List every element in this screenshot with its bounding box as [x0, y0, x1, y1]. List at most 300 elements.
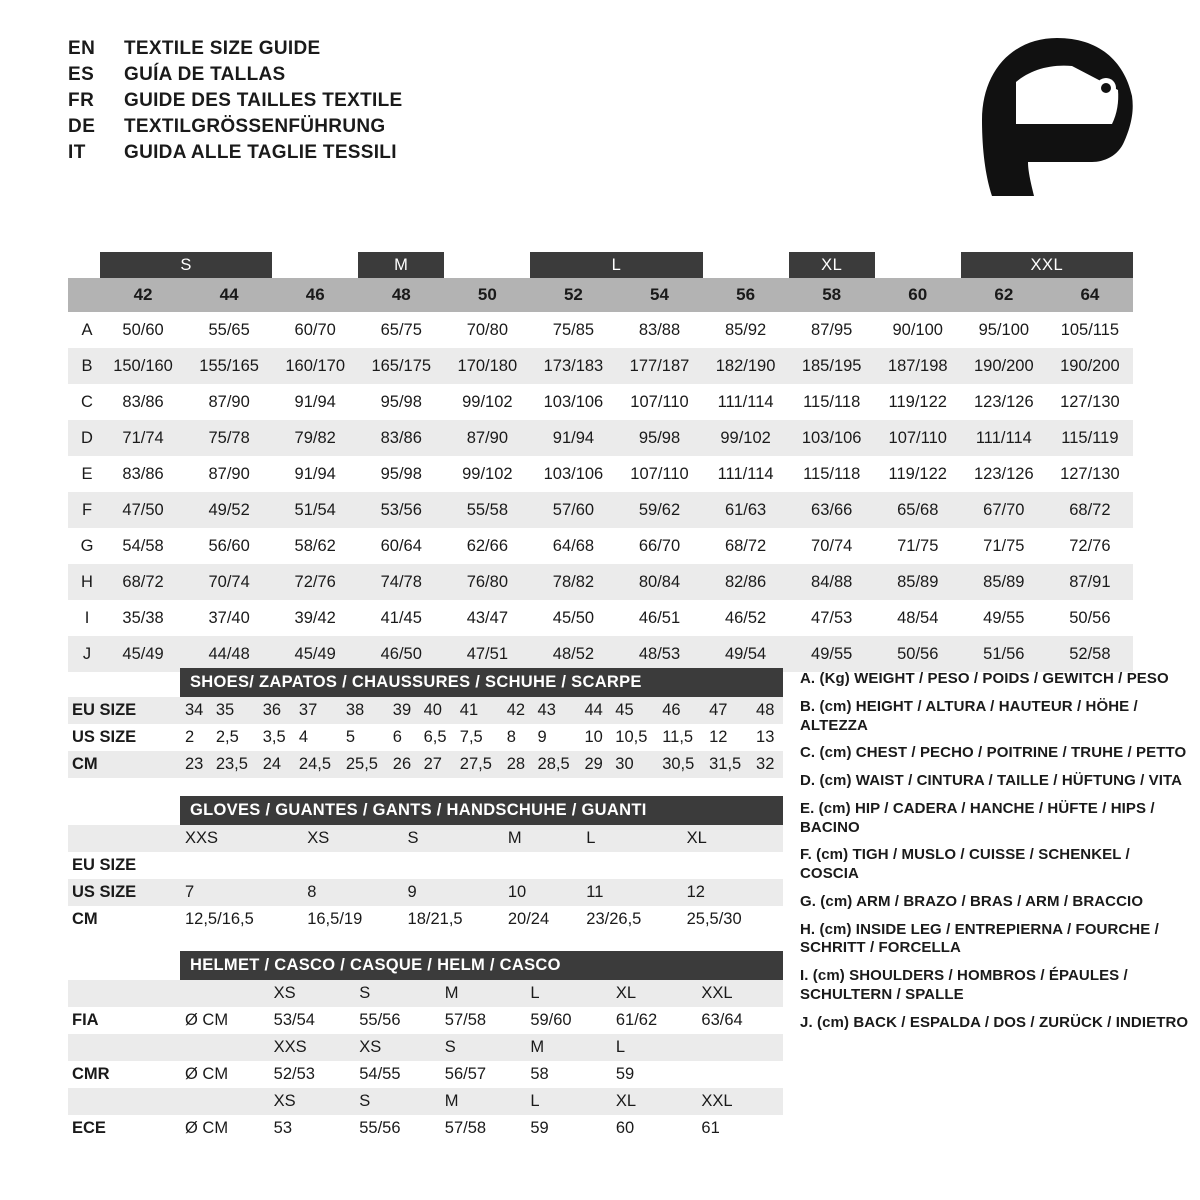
cell: 59/62 [616, 492, 702, 528]
shoes-eu-label: EU SIZE [72, 701, 137, 719]
cell: 87/91 [1047, 564, 1133, 600]
legend-item-a: A. (Kg) WEIGHT / PESO / POIDS / GEWITCH / PESO [800, 670, 1169, 687]
cell: 185/195 [789, 348, 875, 384]
size-44: 44 [186, 278, 272, 312]
size-62: 62 [961, 278, 1047, 312]
cell: 55/58 [444, 492, 530, 528]
cell: 127/130 [1047, 384, 1133, 420]
header-lang-es: ES [68, 64, 95, 85]
cell: 95/98 [358, 456, 444, 492]
row-label-h: H [68, 564, 100, 600]
cell: 70/80 [444, 312, 530, 348]
cell: 87/90 [186, 384, 272, 420]
cell: 10,5 [615, 728, 648, 746]
cell: 28,5 [537, 755, 570, 773]
cell: 56/60 [186, 528, 272, 564]
cell: 64/68 [530, 528, 616, 564]
cell: L [530, 1092, 540, 1110]
cell: XS [273, 1092, 296, 1110]
cell: 58/62 [272, 528, 358, 564]
legend-item-b: B. (cm) HEIGHT / ALTURA / HAUTEUR / HÖHE / ALTEZZA [800, 697, 1138, 734]
category-xl: XL [789, 252, 875, 278]
cell: 85/89 [875, 564, 961, 600]
table-row [68, 528, 1133, 564]
row-label-f: F [68, 492, 100, 528]
cell: 7,5 [459, 728, 483, 746]
header-line [68, 38, 402, 60]
cell: 160/170 [272, 348, 358, 384]
cell: 56/57 [444, 1065, 487, 1083]
table-row [68, 564, 1133, 600]
cell: 6 [392, 728, 402, 746]
cell: 10 [584, 728, 603, 746]
size-46: 46 [272, 278, 358, 312]
category-row [68, 252, 1133, 278]
cell: 54/58 [100, 528, 186, 564]
cell: 55/56 [359, 1119, 401, 1137]
cell: 119/122 [875, 384, 961, 420]
cell: 53/56 [358, 492, 444, 528]
cell: 75/85 [530, 312, 616, 348]
table-row [68, 384, 1133, 420]
cell: 71/74 [100, 420, 186, 456]
cell: 71/75 [875, 528, 961, 564]
helmet-title: HELMET / CASCO / CASQUE / HELM / CASCO [180, 951, 783, 980]
cell: M [507, 829, 522, 847]
helmet-fia-size-label [68, 980, 181, 1007]
cell: 85/92 [703, 312, 789, 348]
row-label-b: B [68, 348, 100, 384]
main-size-table [68, 252, 1133, 672]
cell: Ø CM [185, 1065, 229, 1083]
cell: 57/58 [444, 1011, 487, 1029]
cell [303, 852, 403, 879]
table-row [68, 1088, 783, 1115]
cell: 40 [423, 701, 442, 719]
cell: L [530, 984, 540, 1002]
size-52: 52 [530, 278, 616, 312]
cell: 47/50 [100, 492, 186, 528]
cell: 23,5 [215, 755, 248, 773]
cell: 115/118 [789, 456, 875, 492]
cell: 47/53 [789, 600, 875, 636]
cell: 46/52 [703, 600, 789, 636]
gloves-title: GLOVES / GUANTES / GANTS / HANDSCHUHE / GUANTI [180, 796, 783, 825]
cell: XL [615, 984, 637, 1002]
table-row [68, 852, 783, 879]
legend-item-j: J. (cm) BACK / ESPALDA / DOS / ZURÜCK / INDIETRO [800, 1013, 1189, 1031]
cell: 87/95 [789, 312, 875, 348]
legend-item-h: H. (cm) INSIDE LEG / ENTREPIERNA / FOURCHE / SCHRITT / FORCELLA [800, 920, 1159, 957]
cell: 91/94 [272, 456, 358, 492]
cell: 45 [615, 701, 634, 719]
cell: 8 [506, 728, 516, 746]
cell: 38 [345, 701, 365, 719]
cell: 13 [756, 728, 775, 746]
cell [504, 852, 582, 879]
cell [683, 852, 783, 879]
cell: 51/56 [961, 636, 1047, 672]
cell: 71/75 [961, 528, 1047, 564]
legend-item-g: G. (cm) ARM / BRAZO / BRAS / ARM / BRACCIO [800, 892, 1144, 910]
cell: 84/88 [789, 564, 875, 600]
legend-item-e: E. (cm) HIP / CADERA / HANCHE / HÜFTE / HIPS / BACINO [800, 799, 1155, 836]
table-row [68, 980, 783, 1007]
cell: 91/94 [272, 384, 358, 420]
cell: 10 [507, 883, 527, 901]
cell: 12 [686, 883, 705, 901]
table-row [68, 697, 783, 724]
row-label-j: J [68, 636, 100, 672]
cell: 49/55 [961, 600, 1047, 636]
cell: 68/72 [1047, 492, 1133, 528]
cell: 20/24 [507, 910, 550, 928]
cell: 99/102 [703, 420, 789, 456]
category-blank [68, 252, 100, 278]
cell: L [586, 829, 596, 847]
size-60: 60 [875, 278, 961, 312]
cell: 87/90 [186, 456, 272, 492]
cell: 45/49 [272, 636, 358, 672]
size-50: 50 [444, 278, 530, 312]
header-line [68, 142, 402, 164]
cell: 173/183 [530, 348, 616, 384]
cell: 65/75 [358, 312, 444, 348]
cell: 4 [298, 728, 309, 746]
table-row [68, 906, 783, 933]
cell: 49/52 [186, 492, 272, 528]
cell: S [359, 1092, 371, 1110]
cell: 150/160 [100, 348, 186, 384]
cell: 107/110 [616, 384, 702, 420]
cell: 170/180 [444, 348, 530, 384]
cell: 83/86 [100, 384, 186, 420]
cell: 29 [584, 755, 603, 773]
cell: 50/60 [100, 312, 186, 348]
cell: 52/53 [273, 1065, 315, 1083]
cell: 177/187 [616, 348, 702, 384]
cell: 44/48 [186, 636, 272, 672]
cell: 123/126 [961, 384, 1047, 420]
helmet-fia-label: FIA [72, 1011, 99, 1029]
header-lang-de: DE [68, 116, 96, 137]
helmet-ece-label: ECE [72, 1119, 106, 1137]
table-row [68, 751, 783, 778]
cell: 57/60 [530, 492, 616, 528]
cell: 35 [215, 701, 235, 719]
cell: 119/122 [875, 456, 961, 492]
gloves-table [68, 825, 783, 933]
cell: 43 [537, 701, 556, 719]
row-label-c: C [68, 384, 100, 420]
cell: 51/54 [272, 492, 358, 528]
cell: 41 [459, 701, 479, 719]
cell: 23 [185, 755, 204, 773]
cell: 49/55 [789, 636, 875, 672]
cell: 42 [506, 701, 526, 719]
cell: 53/54 [273, 1011, 315, 1029]
gloves-eu-label: EU SIZE [72, 856, 137, 874]
table-row [68, 1061, 783, 1088]
cell: 59 [615, 1065, 635, 1083]
cell: 63/66 [789, 492, 875, 528]
cell: 24,5 [298, 755, 332, 773]
cell: 2 [185, 728, 195, 746]
cell [582, 852, 682, 879]
cell: S [407, 829, 419, 847]
cell: 85/89 [961, 564, 1047, 600]
cell: 37/40 [186, 600, 272, 636]
cell: 9 [407, 883, 417, 901]
table-row [68, 600, 1133, 636]
row-label-i: I [68, 600, 100, 636]
header-line [68, 116, 402, 138]
cell: 35/38 [100, 600, 186, 636]
cell: 83/86 [358, 420, 444, 456]
cell: 7 [185, 883, 195, 901]
cell: 47/51 [444, 636, 530, 672]
cell: 12,5/16,5 [185, 910, 254, 928]
cell: 165/175 [358, 348, 444, 384]
gloves-cm-label: CM [72, 910, 98, 928]
cell: 46/51 [616, 600, 702, 636]
cell: 95/100 [961, 312, 1047, 348]
category-blank [272, 252, 358, 278]
category-s: S [100, 252, 272, 278]
table-row [68, 1034, 783, 1061]
table-row [68, 312, 1133, 348]
cell: 107/110 [875, 420, 961, 456]
helmet-cmr-label: CMR [72, 1065, 110, 1083]
shoes-us-label: US SIZE [72, 728, 137, 746]
cell: 11,5 [662, 728, 694, 746]
cell: 61/63 [703, 492, 789, 528]
cell: 67/70 [961, 492, 1047, 528]
cell: 95/98 [616, 420, 702, 456]
measurement-legend [800, 670, 1190, 1041]
cell: 155/165 [186, 348, 272, 384]
cell: 31,5 [709, 755, 742, 773]
legend-item-f: F. (cm) TIGH / MUSLO / CUISSE / SCHENKEL / COSCIA [800, 846, 1130, 882]
cell: 6,5 [423, 728, 447, 746]
header-line [68, 90, 402, 112]
cell [697, 1034, 783, 1061]
cell: XS [359, 1038, 382, 1056]
cell: 60/64 [358, 528, 444, 564]
cell: M [444, 1092, 459, 1110]
cell: 32 [756, 755, 775, 773]
cell: 99/102 [444, 384, 530, 420]
helmet-ece-size-label [68, 1088, 181, 1115]
shoes-section [68, 668, 783, 778]
row-label-a: A [68, 312, 100, 348]
cell: 45/50 [530, 600, 616, 636]
cell: 24 [262, 755, 282, 773]
cell: 48/54 [875, 600, 961, 636]
cell: 62/66 [444, 528, 530, 564]
cell: 72/76 [272, 564, 358, 600]
cell: 27,5 [459, 755, 492, 773]
helmet-icon [972, 30, 1142, 210]
cell: 46/50 [358, 636, 444, 672]
cell: 55/56 [359, 1011, 401, 1029]
cell: 65/68 [875, 492, 961, 528]
cell: 18/21,5 [407, 910, 463, 928]
cell: 82/86 [703, 564, 789, 600]
shoes-table [68, 697, 783, 778]
header-text-it: GUIDA ALLE TAGLIE TESSILI [124, 142, 397, 163]
cell: XS [307, 829, 330, 847]
cell: 58 [530, 1065, 549, 1083]
cell: 63/64 [701, 1011, 743, 1029]
category-l: L [530, 252, 702, 278]
cell: S [359, 984, 371, 1002]
cell: XL [686, 829, 707, 847]
size-number-row [68, 278, 1133, 312]
table-row [68, 879, 783, 906]
cell: 61 [701, 1119, 720, 1137]
cell: 37 [298, 701, 318, 719]
cell: 48/53 [616, 636, 702, 672]
cell: 3,5 [262, 728, 286, 746]
cell: 90/100 [875, 312, 961, 348]
cell: 16,5/19 [307, 910, 363, 928]
cell: 26 [392, 755, 412, 773]
cell: 49/54 [703, 636, 789, 672]
cell: Ø CM [185, 1119, 229, 1137]
cell: 111/114 [961, 420, 1047, 456]
cell: 68/72 [703, 528, 789, 564]
cell: 87/90 [444, 420, 530, 456]
shoes-title: SHOES/ ZAPATOS / CHAUSSURES / SCHUHE / SCARPE [180, 668, 783, 697]
gloves-size-header-label [68, 825, 181, 852]
cell: 57/58 [444, 1119, 487, 1137]
size-42: 42 [100, 278, 186, 312]
cell: 9 [537, 728, 547, 746]
cell: 115/118 [789, 384, 875, 420]
size-64: 64 [1047, 278, 1133, 312]
cell: 25,5/30 [686, 910, 742, 928]
gloves-section [68, 796, 783, 933]
cell: XXS [273, 1038, 307, 1056]
cell: 47 [709, 701, 728, 719]
row-label-e: E [68, 456, 100, 492]
header-lang-it: IT [68, 142, 86, 163]
cell: 66/70 [616, 528, 702, 564]
table-row [68, 492, 1133, 528]
cell: XS [273, 984, 296, 1002]
cell: 103/106 [530, 456, 616, 492]
cell: 55/65 [186, 312, 272, 348]
cell: 182/190 [703, 348, 789, 384]
cell: 187/198 [875, 348, 961, 384]
header-line [68, 64, 402, 86]
helmet-table [68, 980, 783, 1142]
header-title-block [68, 38, 402, 168]
cell: 52/58 [1047, 636, 1133, 672]
cell: 39 [392, 701, 412, 719]
cell: 111/114 [703, 456, 789, 492]
row-label-g: G [68, 528, 100, 564]
cell: 61/62 [615, 1011, 658, 1029]
size-58: 58 [789, 278, 875, 312]
cell: 25,5 [345, 755, 378, 773]
cell: 127/130 [1047, 456, 1133, 492]
cell: 30 [615, 755, 634, 773]
cell: 190/200 [961, 348, 1047, 384]
cell: 115/119 [1047, 420, 1133, 456]
cell: 74/78 [358, 564, 444, 600]
size-54: 54 [616, 278, 702, 312]
cell: 72/76 [1047, 528, 1133, 564]
cell: 41/45 [358, 600, 444, 636]
cell: 28 [506, 755, 526, 773]
cell: 70/74 [186, 564, 272, 600]
cell: 5 [345, 728, 356, 746]
cell: 79/82 [272, 420, 358, 456]
cell: 36 [262, 701, 282, 719]
cell: M [530, 1038, 545, 1056]
cell: 60/70 [272, 312, 358, 348]
cell: M [444, 984, 459, 1002]
table-row [68, 456, 1133, 492]
category-blank [444, 252, 530, 278]
size-48: 48 [358, 278, 444, 312]
cell: 12 [709, 728, 728, 746]
cell: 105/115 [1047, 312, 1133, 348]
cell: 46 [662, 701, 681, 719]
header-text-fr: GUIDE DES TAILLES TEXTILE [124, 90, 403, 111]
cell: 43/47 [444, 600, 530, 636]
cell: 34 [185, 701, 204, 719]
cell: Ø CM [185, 1011, 229, 1029]
cell [181, 1088, 270, 1115]
table-row [68, 825, 783, 852]
table-row [68, 348, 1133, 384]
cell [181, 980, 270, 1007]
left-column [68, 668, 783, 1142]
cell: 107/110 [616, 456, 702, 492]
category-m: M [358, 252, 444, 278]
cell: 39/42 [272, 600, 358, 636]
cell: 30,5 [662, 755, 695, 773]
cell: 78/82 [530, 564, 616, 600]
table-row [68, 636, 1133, 672]
cell: 45/49 [100, 636, 186, 672]
cell: 48 [756, 701, 775, 719]
cell: XXL [701, 984, 733, 1002]
header-text-en: TEXTILE SIZE GUIDE [124, 38, 321, 59]
cell [181, 852, 303, 879]
cell: 103/106 [530, 384, 616, 420]
cell: 76/80 [444, 564, 530, 600]
cell: 27 [423, 755, 442, 773]
cell: 70/74 [789, 528, 875, 564]
cell: XXL [701, 1092, 733, 1110]
cell: 11 [586, 883, 604, 901]
cell: 48/52 [530, 636, 616, 672]
legend-item-i: I. (cm) SHOULDERS / HOMBROS / ÉPAULES / SCHULTERN / SPALLE [800, 967, 1128, 1003]
cell: 68/72 [100, 564, 186, 600]
cell: 8 [307, 883, 317, 901]
cell [697, 1061, 783, 1088]
table-row [68, 1115, 783, 1142]
cell: S [444, 1038, 456, 1056]
cell: 59/60 [530, 1011, 572, 1029]
cell: 59 [530, 1119, 549, 1137]
header-text-de: TEXTILGRÖSSENFÜHRUNG [124, 116, 386, 137]
cell: 54/55 [359, 1065, 401, 1083]
